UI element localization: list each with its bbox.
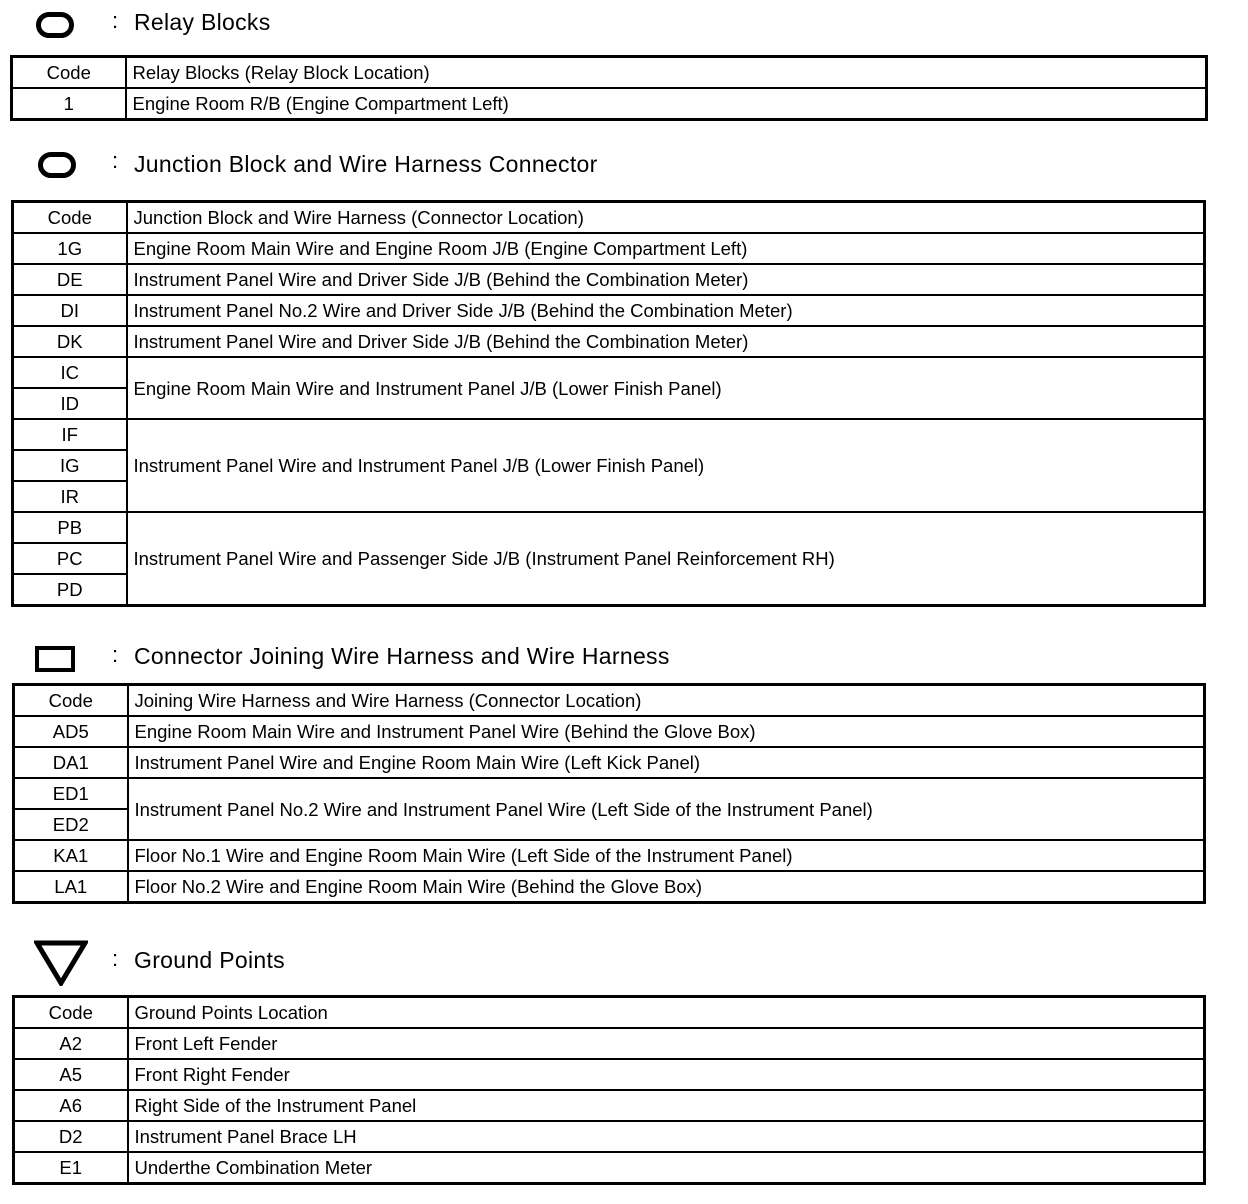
table-row	[14, 1121, 1205, 1152]
column-header-code: Code	[14, 685, 128, 717]
code-cell: IR	[13, 481, 127, 512]
section-colon: :	[112, 148, 119, 173]
section-colon: :	[112, 8, 119, 33]
code-cell: A6	[14, 1090, 128, 1121]
table-row	[14, 778, 1205, 809]
code-cell: ED1	[14, 778, 128, 809]
table-row	[13, 512, 1205, 543]
table-row	[14, 1028, 1205, 1059]
section-title: Junction Block and Wire Harness Connector	[134, 151, 598, 177]
location-cell: Floor No.2 Wire and Engine Room Main Wire (Behind the Glove Box)	[128, 871, 1205, 903]
table-row	[14, 747, 1205, 778]
code-cell: A2	[14, 1028, 128, 1059]
location-cell: Engine Room R/B (Engine Compartment Left)	[126, 88, 1207, 120]
code-cell: LA1	[14, 871, 128, 903]
section-colon: :	[112, 642, 119, 667]
code-cell: E1	[14, 1152, 128, 1184]
legend-table	[12, 995, 1206, 1185]
legend-table	[10, 55, 1208, 121]
code-cell: ID	[13, 388, 127, 419]
table-header-row	[14, 685, 1205, 717]
rounded-rect-icon	[38, 152, 76, 178]
location-cell: Instrument Panel Wire and Passenger Side J/B (Instrument Panel Reinforcement RH)	[127, 512, 1205, 606]
column-header-location: Ground Points Location	[128, 997, 1205, 1029]
table-row	[14, 1090, 1205, 1121]
location-cell: Instrument Panel Wire and Driver Side J/B (Behind the Combination Meter)	[127, 264, 1205, 295]
table-row	[13, 295, 1205, 326]
location-cell: Floor No.1 Wire and Engine Room Main Wire (Left Side of the Instrument Panel)	[128, 840, 1205, 871]
section-title: Ground Points	[134, 947, 285, 973]
table-row	[12, 88, 1207, 120]
location-cell: Instrument Panel Wire and Instrument Panel J/B (Lower Finish Panel)	[127, 419, 1205, 512]
table-row	[14, 1059, 1205, 1090]
location-cell: Engine Room Main Wire and Instrument Panel Wire (Behind the Glove Box)	[128, 716, 1205, 747]
table-row	[13, 264, 1205, 295]
table-row	[13, 233, 1205, 264]
legend-table	[12, 683, 1206, 904]
table-row	[13, 419, 1205, 450]
table-header-row	[13, 202, 1205, 234]
column-header-code: Code	[14, 997, 128, 1029]
location-cell: Instrument Panel Wire and Driver Side J/B (Behind the Combination Meter)	[127, 326, 1205, 357]
table-row	[14, 716, 1205, 747]
location-cell: Underthe Combination Meter	[128, 1152, 1205, 1184]
section-colon: :	[112, 946, 119, 971]
code-cell: DI	[13, 295, 127, 326]
code-cell: DK	[13, 326, 127, 357]
code-cell: ED2	[14, 809, 128, 840]
location-cell: Instrument Panel Brace LH	[128, 1121, 1205, 1152]
column-header-code: Code	[12, 57, 126, 89]
location-cell: Engine Room Main Wire and Engine Room J/B (Engine Compartment Left)	[127, 233, 1205, 264]
code-cell: PD	[13, 574, 127, 606]
code-cell: DE	[13, 264, 127, 295]
code-cell: A5	[14, 1059, 128, 1090]
section-header-connector-joining	[0, 638, 1248, 678]
location-cell: Engine Room Main Wire and Instrument Panel J/B (Lower Finish Panel)	[127, 357, 1205, 419]
table-row	[13, 357, 1205, 388]
column-header-location: Joining Wire Harness and Wire Harness (Connector Location)	[128, 685, 1205, 717]
code-cell: IG	[13, 450, 127, 481]
code-cell: DA1	[14, 747, 128, 778]
code-cell: IC	[13, 357, 127, 388]
square-icon	[35, 646, 75, 672]
table-row	[14, 871, 1205, 903]
code-cell: PC	[13, 543, 127, 574]
location-cell: Instrument Panel No.2 Wire and Driver Side J/B (Behind the Combination Meter)	[127, 295, 1205, 326]
location-cell: Front Right Fender	[128, 1059, 1205, 1090]
column-header-code: Code	[13, 202, 127, 234]
section-title: Relay Blocks	[134, 9, 271, 35]
legend-table	[11, 200, 1206, 607]
table-header-row	[14, 997, 1205, 1029]
code-cell: IF	[13, 419, 127, 450]
table-row	[14, 840, 1205, 871]
table-row	[14, 1152, 1205, 1184]
section-header-ground-points	[0, 938, 1248, 988]
section-header-junction-block	[0, 146, 1248, 186]
column-header-location: Relay Blocks (Relay Block Location)	[126, 57, 1207, 89]
location-cell: Instrument Panel No.2 Wire and Instrument Panel Wire (Left Side of the Instrument Panel)	[128, 778, 1205, 840]
triangle-icon	[34, 940, 88, 986]
table-header-row	[12, 57, 1207, 89]
code-cell: KA1	[14, 840, 128, 871]
code-cell: PB	[13, 512, 127, 543]
code-cell: 1	[12, 88, 126, 120]
rounded-rect-icon	[36, 12, 74, 38]
section-header-relay-blocks	[0, 4, 1248, 44]
code-cell: AD5	[14, 716, 128, 747]
section-title: Connector Joining Wire Harness and Wire Harness	[134, 643, 670, 669]
location-cell: Front Left Fender	[128, 1028, 1205, 1059]
code-cell: D2	[14, 1121, 128, 1152]
code-cell: 1G	[13, 233, 127, 264]
column-header-location: Junction Block and Wire Harness (Connector Location)	[127, 202, 1205, 234]
table-row	[13, 326, 1205, 357]
location-cell: Right Side of the Instrument Panel	[128, 1090, 1205, 1121]
location-cell: Instrument Panel Wire and Engine Room Main Wire (Left Kick Panel)	[128, 747, 1205, 778]
